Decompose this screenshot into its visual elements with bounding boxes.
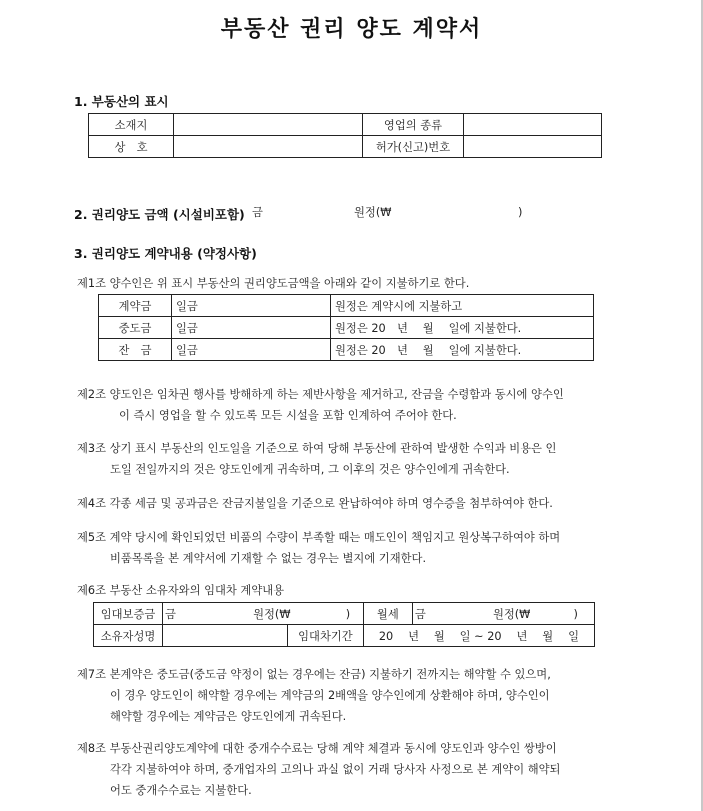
lease-deposit-won: 원정(₩ bbox=[253, 607, 291, 621]
lease-period-label: 임대차기간 bbox=[288, 625, 364, 647]
permit-number-field[interactable] bbox=[464, 136, 602, 158]
lease-deposit-field[interactable] bbox=[163, 603, 364, 625]
article2-text bbox=[77, 384, 564, 426]
article4-text: 제4조 각종 세금 및 공과금은 잔금지불일을 기준으로 완납하여야 하며 영수증을 첨부하여야 한다. bbox=[77, 497, 553, 510]
article8-line1: 제8조 부동산권리양도계약에 대한 중개수수료는 당해 계약 체결과 동시에 양도인과 양수인 쌍방이 bbox=[77, 742, 557, 755]
article5-line1: 제5조 계약 당시에 확인되었던 비품의 수량이 부족할 때는 매도인이 책임지고 원상복구하여야 하며 bbox=[77, 531, 561, 544]
lease-table bbox=[93, 602, 595, 647]
article6-text: 제6조 부동산 소유자와의 임대차 계약내용 bbox=[77, 584, 285, 597]
interim-desc: 원정은 20 년 월 일에 지불한다. bbox=[331, 317, 594, 339]
monthly-rent-close: ) bbox=[573, 607, 578, 621]
permit-number-label: 허가(신고)번호 bbox=[363, 136, 464, 158]
owner-name-field[interactable] bbox=[163, 625, 288, 647]
lease-deposit-geum: 금 bbox=[165, 607, 176, 621]
table-row bbox=[89, 136, 602, 158]
article3-text bbox=[77, 438, 556, 480]
section3-heading: 3. 권리양도 계약내용 (약정사항) bbox=[74, 246, 257, 261]
transfer-amount-close: ) bbox=[518, 206, 523, 219]
article7-text bbox=[77, 664, 551, 727]
article7-line2: 이 경우 양도인이 해약할 경우에는 계약금의 2배액을 양수인에게 상환해야 하며, 양수인이 bbox=[110, 689, 550, 702]
article5-text bbox=[77, 527, 560, 569]
lease-period-value[interactable]: 20 년 월 일 ~ 20 년 월 일 bbox=[363, 625, 594, 647]
payment-table bbox=[98, 294, 594, 361]
location-field[interactable] bbox=[174, 114, 363, 136]
monthly-rent-geum: 금 bbox=[414, 607, 426, 621]
table-row bbox=[94, 603, 595, 625]
business-type-label: 영업의 종류 bbox=[363, 114, 464, 136]
article7-line3: 해약할 경우에는 계약금은 양도인에게 귀속된다. bbox=[110, 710, 347, 723]
lease-deposit-close: ) bbox=[345, 607, 351, 621]
deposit-label: 계약금 bbox=[99, 295, 172, 317]
document-title: 부동산 권리 양도 계약서 bbox=[220, 17, 483, 42]
trade-name-label: 상 호 bbox=[89, 136, 174, 158]
monthly-rent-won: 원정(₩ bbox=[492, 607, 531, 621]
article8-line3: 어도 중개수수료는 지불한다. bbox=[110, 784, 252, 797]
table-row bbox=[99, 317, 594, 339]
deposit-desc: 원정은 계약시에 지불하고 bbox=[331, 295, 594, 317]
article8-line2: 각각 지불하여야 하며, 중개업자의 고의나 과실 없이 거래 당사자 사정으로 본 계약이 해약되 bbox=[110, 763, 561, 776]
balance-amount[interactable]: 일금 bbox=[172, 339, 331, 361]
interim-label: 중도금 bbox=[99, 317, 172, 339]
table-row bbox=[94, 625, 595, 647]
article5-line2: 비품목록을 본 계약서에 기재할 수 없는 경우는 별지에 기재한다. bbox=[110, 552, 427, 565]
section1-heading: 1. 부동산의 표시 bbox=[74, 94, 169, 109]
article7-line1: 제7조 본계약은 중도금(중도금 약정이 없는 경우에는 잔금) 지불하기 전까지는 해약할 수 있으며, bbox=[77, 668, 551, 681]
article3-line2: 도일 전일까지의 것은 양도인에게 귀속하며, 그 이후의 것은 양수인에게 귀속한다. bbox=[110, 463, 510, 476]
interim-amount[interactable]: 일금 bbox=[172, 317, 331, 339]
owner-name-label: 소유자성명 bbox=[94, 625, 163, 647]
lease-deposit-label: 임대보증금 bbox=[94, 603, 163, 625]
table-row bbox=[99, 339, 594, 361]
article1-text: 제1조 양수인은 위 표시 부동산의 권리양도금액을 아래와 같이 지불하기로 한다. bbox=[77, 277, 470, 290]
monthly-rent-label: 월세 bbox=[363, 603, 412, 625]
article2-line1: 제2조 양도인은 임차권 행사를 방해하게 하는 제반사항을 제거하고, 잔금을 수령함과 동시에 양수인 bbox=[77, 388, 564, 401]
trade-name-field[interactable] bbox=[174, 136, 363, 158]
transfer-amount-geum: 금 bbox=[252, 206, 263, 219]
property-table bbox=[88, 113, 602, 158]
table-row bbox=[89, 114, 602, 136]
balance-label: 잔 금 bbox=[99, 339, 172, 361]
table-row bbox=[99, 295, 594, 317]
location-label: 소재지 bbox=[89, 114, 174, 136]
transfer-amount-won: 원정(₩ bbox=[354, 206, 392, 219]
deposit-amount[interactable]: 일금 bbox=[172, 295, 331, 317]
article2-line2: 이 즉시 영업을 할 수 있도록 모든 시설을 포함 인계하여 주어야 한다. bbox=[119, 409, 457, 422]
article3-line1: 제3조 상기 표시 부동산의 인도일을 기준으로 하여 당해 부동산에 관하여 발생한 수익과 비용은 인 bbox=[77, 442, 557, 455]
section2-heading: 2. 권리양도 금액 (시설비포함) bbox=[74, 207, 245, 222]
business-type-field[interactable] bbox=[464, 114, 602, 136]
balance-desc: 원정은 20 년 월 일에 지불한다. bbox=[331, 339, 594, 361]
article8-text bbox=[77, 738, 560, 801]
monthly-rent-field[interactable] bbox=[412, 603, 594, 625]
